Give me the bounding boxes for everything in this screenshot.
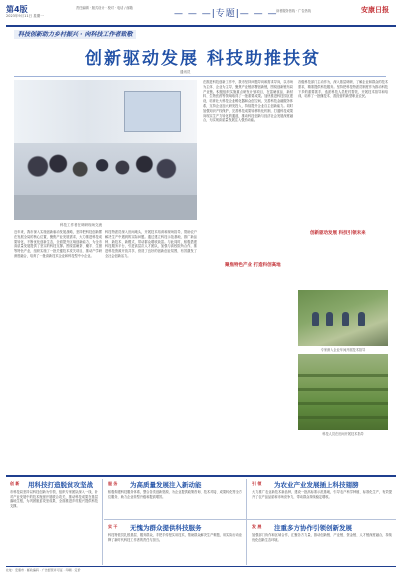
section-title: — — —|专题|— — —	[174, 9, 278, 19]
page-number: 第4版	[6, 5, 28, 14]
bottom-section	[6, 475, 396, 567]
crop-row	[298, 388, 388, 391]
headline-rule	[14, 76, 386, 77]
photo-person	[312, 312, 319, 326]
row-divider	[104, 519, 396, 520]
main-photo	[14, 80, 197, 220]
bottom-item-tag: 创 新	[10, 481, 20, 486]
crop-row	[298, 416, 388, 419]
subheading-1: 聚焦特色产业 打造科创高地	[225, 263, 281, 268]
bottom-item-tag: 实 干	[108, 524, 118, 529]
issue-date: 2023年9月11日 星期一	[6, 14, 44, 18]
article-column-3	[203, 80, 293, 472]
article-column-3-text: 在推进科技创新工作中，我市坚持问题导向和需求导向，以市场为主体、企业为主导，聚焦产业链部署创新链，围绕创新链布局产业链。积极组织实施重点研发计划项目，在富硒食品、新材料、生物医药等领域取得了一批重要成果。加快推进科技园区建设，培育壮大科技企业孵化器和众创空间，完善科技金融服务体系，支持企业加大研发投入，持续提升企业自主创新能力。同时加强知识产权保护，完善科技成果转移转化机制，打通科技成果向现实生产力转化的通道，推动科技创新与经济社会发展深度融合，为实现高质量发展注入强劲动能。	[203, 80, 293, 123]
bottom-item-text: 市科技局坚持以科技创新为引领，组织专家团队深入一线，针对产业发展中的技术瓶颈开展联合攻关，推动科技成果在基层落地生根，为巩固脱贫攻坚成果、全面推进乡村振兴提供科技支撑。	[10, 490, 98, 508]
article-column-2: 科技特派员深入田间地头，开展技术培训和现场指导，帮助农户解决生产中遇到的实际问题。通过建立科技示范基地，推广新品种、新技术、新模式，带动群众增收致富。与此同时，积极搭建科技服务平台，引进高层次人才团队，加强与高校院所合作，推进科技资源开放共享，营造了良好的创新创业氛围，有效激发了全社会创新活力。	[105, 230, 197, 258]
bottom-item-title: 无愧为群众提供科技服务	[130, 524, 202, 532]
photo-display-board	[124, 91, 181, 132]
column-divider	[102, 479, 103, 565]
article-column-1: 近年来，我市深入实施创新驱动发展战略，坚持把科技创新摆在发展全局的核心位置，聚焦产业发展需求，大力推进科技成果转化，不断优化创新生态，全面提升区域创新能力，为全市高质量发展提供了坚实的科技支撑。围绕富硒茶、魔芋、生猪等特色产业，组织实施了一批关键技术攻关项目，推动产学研深度融合，培育了一批高新技术企业和科技型中小企业。	[14, 230, 102, 258]
crop-row	[298, 374, 388, 377]
main-headline: 创新驱动发展 科技助推扶贫	[85, 49, 321, 69]
photo-person	[326, 312, 333, 326]
bottom-item-tag: 服 务	[108, 481, 118, 486]
bottom-item-text: 大力推广农业新技术新品种，建设一批高标准示范基地，引导农户科学种植、标准化生产，有效提升了农产品品质和市场竞争力，带动群众持续稳定增收。	[252, 490, 392, 499]
header-right-info: 读者服务热线 · 广告热线	[276, 9, 311, 13]
factory-photo	[298, 290, 388, 346]
bottom-item-title: 用科技打造脱贫攻坚战	[28, 481, 93, 489]
kicker-banner: 科技创新助力乡村振兴 · 向科技工作者致敬	[14, 30, 136, 39]
editor-info: 责任编辑 · 版式设计 · 校对 · 电话 / 邮箱	[76, 6, 133, 10]
photo-person	[358, 312, 365, 326]
photo-floor	[14, 195, 197, 220]
bottom-item-title: 为农业产业发展插上科技翅膀	[274, 481, 359, 489]
bottom-item-tag: 发 展	[252, 524, 262, 529]
main-photo-caption: 科技工作者在调研现场交流	[60, 223, 102, 227]
bottom-item-text: 加强部门协作和区域合作，汇聚各方力量，推动创新链、产业链、资金链、人才链深度融合，持续优化创新生态环境。	[252, 533, 392, 542]
article-column-4: 各级科技部门主动作为，深入基层调研，了解企业和群众的技术需求，精准提供科技服务。坚持把科技特派员制度作为推动科技下乡的重要抓手，选派科技人员驻村帮扶，开展技术指导和培训，培养了一批懂技术、善经营的新型职业农民。	[298, 80, 388, 99]
bottom-item-tag: 引 领	[252, 481, 262, 486]
field-photo	[298, 354, 388, 430]
column-divider	[246, 479, 247, 565]
crop-row	[298, 402, 388, 405]
newspaper-logo: 安康日报	[361, 5, 389, 14]
field-photo-caption: 科技人员在田间开展技术指导	[322, 432, 364, 436]
page-footer: 社址：安康市 · 邮政编码 · 广告经营许可证 · 印刷 · 定价	[6, 566, 396, 574]
byline: 通讯员	[180, 70, 191, 74]
factory-photo-caption: 专家深入企业车间开展技术指导	[320, 348, 366, 352]
page-header	[6, 3, 396, 27]
photo-person	[342, 312, 349, 326]
bottom-item-text: 科技特派员扎根基层、服务群众，手把手传授实用技术，帮助群众解决生产难题，用实际行动诠释了新时代科技工作者的责任与担当。	[108, 533, 242, 542]
bottom-item-text: 积极构建科技服务体系，整合各类创新资源，为企业提供政策咨询、技术对接、成果转化等全方位服务，助力企业转型升级和提质增效。	[108, 490, 242, 499]
subheading-2: 创新驱动发展 科技引领未来	[310, 231, 366, 236]
bottom-item-title: 为高质量发展注入新动能	[130, 481, 202, 489]
photo-people	[21, 144, 189, 200]
bottom-item-title: 注重多方协作引领创新发展	[274, 524, 352, 532]
